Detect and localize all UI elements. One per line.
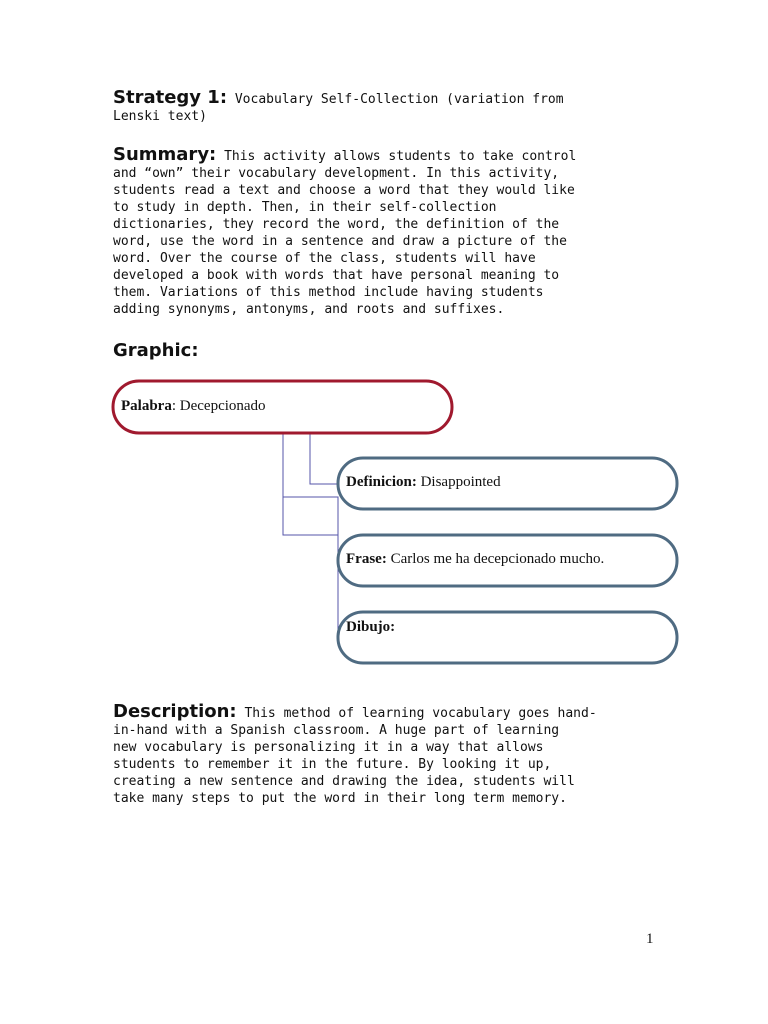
- strategy-heading: Strategy 1:: [113, 87, 228, 108]
- definicion-node-text: [346, 474, 501, 491]
- definicion-label: Definicion:: [346, 474, 417, 490]
- description-paragraph: [113, 703, 673, 807]
- dibujo-node-text: [346, 619, 395, 636]
- palabra-value: : Decepcionado: [171, 398, 266, 414]
- graphic-heading: Graphic:: [113, 340, 199, 361]
- description-heading: Description:: [113, 701, 237, 722]
- summary-text: This activity allows students to take control and “own” their vocabulary development. In this activity, students read a text and choose a word that they would like to study in depth. Then, in their self-collection dictionaries, they record the word, the definition of the word, use the word in a sentence and draw a picture of the word. Over the course of the class, students will have developed a book with words that have personal meaning to them. Variations of this method include having students adding synonyms, antonyms, and roots and suffixes.: [113, 149, 577, 317]
- definicion-value: Disappointed: [416, 474, 501, 490]
- strategy-text: Vocabulary Self-Collection (variation from Lenski text): [113, 92, 564, 124]
- palabra-label: Palabra: [121, 398, 172, 414]
- summary-heading: Summary:: [113, 144, 217, 165]
- frase-value: Carlos me ha decepcionado mucho.: [386, 551, 605, 567]
- page-number: 1: [646, 931, 654, 947]
- frase-node-text: [346, 551, 604, 568]
- frase-label: Frase:: [346, 551, 387, 567]
- dibujo-label: Dibujo:: [346, 619, 396, 635]
- connector-lines: [283, 433, 338, 637]
- description-text: This method of learning vocabulary goes hand- in-hand with a Spanish classroom. A huge part of learning new vocabulary is personalizing it in a way that allows students to remember it in the future. By looking it up, creating a new sentence and drawing the idea, students will take many steps to put the word in their long term memory.: [113, 706, 597, 806]
- palabra-node-text: [121, 398, 266, 415]
